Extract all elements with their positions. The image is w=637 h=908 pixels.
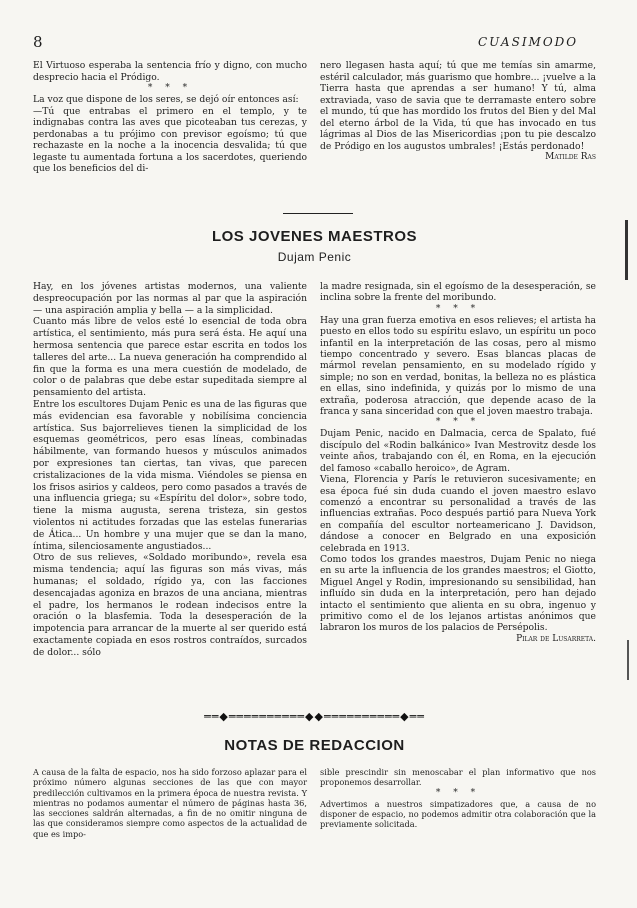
section-break: * * * [435,787,481,798]
paragraph: nero llegasen hasta aquí; tú que me temías sin amarme, estéril calculador, más guarismo que hombre... ¡vuelve a la Tierra hasta que aprendas a ser humano! Y tú, alma extraviada, vaso de savia que te derramaste entero sobre el mundo, tú que has mordido los frutos del Bien y del Mal del eterno árbol de la Vida, tú que has invocado en tus lágrimas al Dios de las Misericordias ¡pon tu pie descalzo de Pródigo en los augustos umbrales! ¡Estás perdonado! [320,60,596,152]
notes-title: NOTAS DE REDACCION [224,737,405,754]
divider [283,213,353,214]
section-break: * * * [435,417,481,428]
scan-edge-mark [627,640,629,680]
notes-left-column [33,767,307,839]
article1-left-column [33,281,307,659]
paragraph: Otro de sus relieves, «Soldado moribundo», revela esa misma tendencia; aquí las figuras son más vivas, más humanas; el soldado, rígido ya, con las facciones desencajadas agoniza en brazos de una anciana, mientras el padre, los hermanos le rodean indecisos entre la oración o la blasfemia. Toda la desesperación de la impotencia para arrancar de la muerte al ser querido está exactamente copiada en esos rostros contraídos, surcados de dolor... sólo [33,552,307,658]
paragraph: Como todos los grandes maestros, Dujam Penic no niega en su arte la influencia de los grandes maestros; el Giotto, Miguel Angel y Rodin, impresionando su sensibilidad, han influído sin duda en la interpretación, pero han dejado intacto el sentimiento que alienta en su obra, ingenuo y primitivo como el de los lejanos artistas anónimos que labraron los muros de los palacios de Persépolis. [320,553,596,634]
article-title: LOS JOVENES MAESTROS [211,228,418,245]
article-author: Dujam Penic [277,250,352,264]
paragraph: la madre resignada, sin el egoísmo de la desesperación, se inclina sobre la frente del moribundo. [320,281,596,304]
paragraph: Entre los escultores Dujam Penic es una de las figuras que más evidencian esa favorable y nobilísima conciencia artística. Sus bajorrelieves tienen la simplicidad de los esquemas geométricos, pero esas líneas, combinadas hábilmente, van formando huesos y músculos animados por expresiones tan ciertas, tan vivas, que parecen cristalizaciones de la vida misma. Viéndoles se piensa en los frisos asirios y caldeos, pero como pasados a través de una influencia griega; su «Espíritu del dolor», sobre todo, tiene la misma augusta, serena tristeza, sin gestos violentos ni actitudes forzadas que las estelas funerarias de Ática... Un hombre y una mujer que se dan la mano, íntima, silenciosamente angustiados... [33,398,307,552]
top-right-column [320,60,596,164]
paragraph: Viena, Florencia y París le retuvieron sucesivamente; en esa época fué sin duda cuando el joven maestro eslavo comenzó a encontrar su personalidad a través de las influencias extrañas. Poco después partió para Nueva York en compañía del escultor norteamericano J. Davidson, dándose a conocer en Belgrado en una exposición celebrada en 1913. [320,474,596,554]
signature: Matilde Ras [545,152,596,162]
ornamental-divider: ══◆══════════◆◆══════════◆══ [204,710,425,723]
paragraph: A causa de la falta de espacio, nos ha sido forzoso aplazar para el próximo número algunas secciones de las que con mayor predilección cultivamos en la primera época de nuestra revista. Y mientras no podamos aumentar el número de páginas hasta 36, las secciones saldrán alternadas, a fin de no omitir ninguna de las que consideramos siempre como aspectos de la actualidad de que es impo- [33,767,307,839]
notes-right-column [320,767,596,829]
article1-right-column [320,281,596,645]
section-break: * * * [147,83,193,93]
paragraph: Advertimos a nuestros simpatizadores que, a causa de no disponer de espacio, no podemos admitir otra colaboración que la previamente solicitada. [320,798,596,830]
paragraph: Hay una gran fuerza emotiva en esos relieves; el artista ha puesto en ellos todo su espíritu eslavo, un espíritu un poco infantil en la interpretación de las cosas, pero al mismo tiempo concentrado y severo. Esas blancas placas de mármol revelan pensamiento, en su modelado rígido y simple; no son en verdad, bonitas, la belleza no es plástica en ellas, sino indefinida, y quizás por lo mismo de una extraña, poderosa atracción, que depende acaso de la franca y sana sinceridad con que el joven maestro trabaja. [320,314,596,418]
paragraph: La voz que dispone de los seres, se dejó oír entonces así: [33,94,299,105]
section-break: * * * [435,303,481,314]
signature: Pilar de Lusarreta. [516,633,596,644]
paragraph: sible prescindir sin menoscabar el plan informativo que nos proponemos desarrollar. [320,767,596,788]
paragraph: Hay, en los jóvenes artistas modernos, una valiente despreocupación por las normas al par que la aspiración — una aspiración amplia y bella — a la simplicidad. [33,281,307,316]
top-left-column [33,60,307,175]
paragraph: Dujam Penic, nacido en Dalmacia, cerca de Spalato, fué discípulo del «Rodin balkánico» Ivan Mestrovitz desde los veinte años, trabajando con él, en Roma, en la ejecución del famoso «caballo heroico», de Agram. [320,428,596,474]
page-number: 8 [33,33,43,51]
paragraph: Cuanto más libre de velos esté lo esencial de toda obra artística, el sentimiento, más pura será ésta. He aquí una hermosa sentencia que parece estar escrita en todos los talleres del arte... La nueva generación ha comprendido al fin que la forma es una mera cuestión de modelado, de color o de palabras que debe estar supeditada siempre al pensamiento del artista. [33,316,307,399]
paragraph: El Virtuoso esperaba la sentencia frío y digno, con mucho desprecio hacia el Pródigo. [33,60,307,83]
scan-edge-mark [625,220,628,280]
paragraph: —Tú que entrabas el primero en el templo, y te indignabas contra las aves que picoteaban tus cerezas, y perdonabas a tu prójimo con previsor egoísmo; tú que rechazaste en la noche a la inocencia desvalida; tú que legaste tu aumentada fortuna a los sacerdotes, queriendo que los beneficios del di- [33,105,307,174]
magazine-title: CUASIMODO [478,35,579,49]
